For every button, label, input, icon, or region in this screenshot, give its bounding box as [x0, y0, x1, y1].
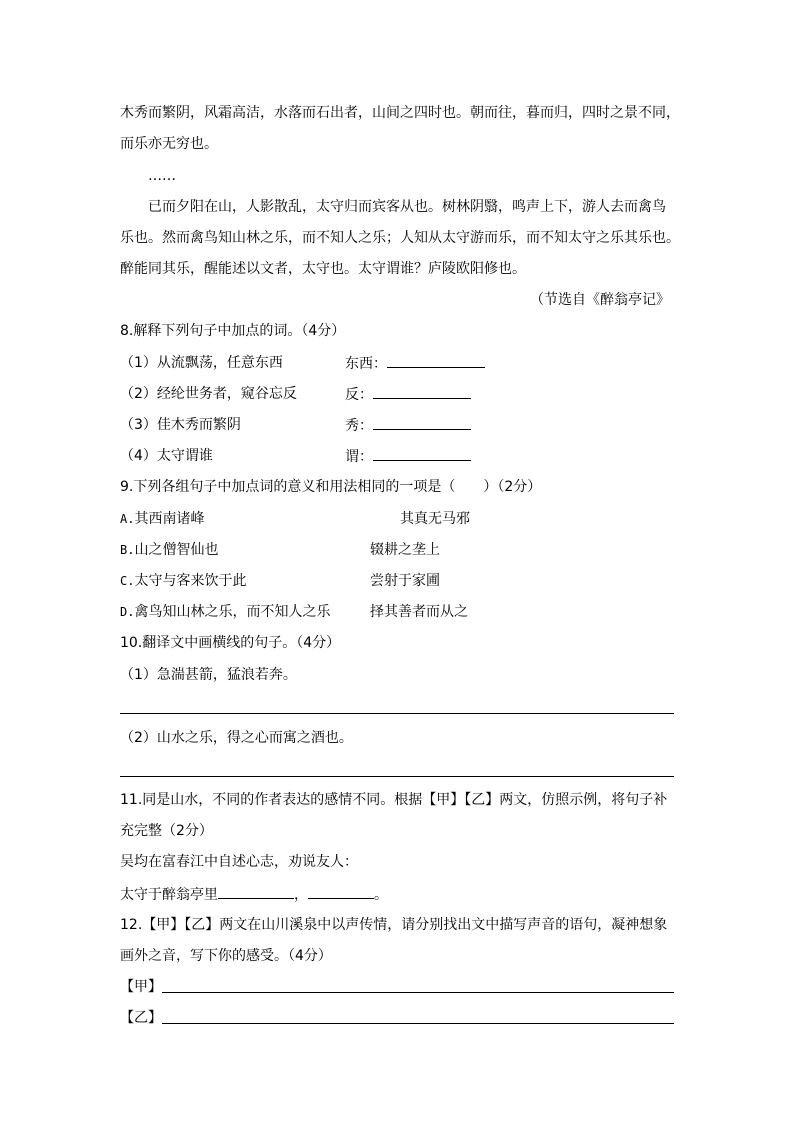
q12-answer-b-label: 【乙】 [120, 1010, 162, 1026]
q10-answer-line-2[interactable] [120, 776, 674, 777]
q9-option-a [120, 509, 204, 529]
q9-option-d [120, 602, 330, 622]
q8-item-4-sentence: （4）太守谓谁 [120, 448, 213, 464]
q8-item-4-blank[interactable] [373, 446, 471, 461]
q10-answer-line-1[interactable] [120, 713, 674, 714]
q9-option-b-right: 辍耕之垄上 [370, 542, 440, 558]
q12-answer-a-label: 【甲】 [120, 979, 162, 995]
q8-item-2-blank[interactable] [373, 384, 471, 399]
q9-option-b-label: B. [120, 543, 135, 557]
q8-title: 8.解释下列句子中加点的词。（4分） [120, 323, 346, 339]
passage-line-1: 木秀而繁阴，风霜高洁，水落而石出者，山间之四时也。朝而往，暮而归，四时之景不同， [120, 105, 680, 121]
q11-blank-2[interactable] [308, 884, 374, 899]
q8-item-3-label: 秀： [345, 418, 373, 434]
q11-title-line-2: 充完整（2分） [120, 823, 213, 839]
q8-item-2-word [345, 384, 471, 405]
q9-option-a-left: 其西南诸峰 [134, 511, 205, 527]
q10-item-2: （2）山水之乐，得之心而寓之酒也。 [120, 730, 353, 746]
q8-item-4-label: 谓： [345, 449, 373, 465]
q9-option-b-left: 山之僧智仙也 [134, 542, 219, 558]
passage-line-4: 乐也。然而禽鸟知山林之乐，而不知人之乐；人知从太守游而乐，而不知太守之乐其乐也。 [120, 230, 680, 246]
q8-item-3-blank[interactable] [373, 415, 471, 430]
passage-line-2: 而乐亦无穷也。 [120, 136, 218, 152]
q8-item-1-label: 东西： [345, 356, 387, 372]
q10-title: 10.翻译文中画横线的句子。（4分） [120, 635, 341, 651]
q12-answer-a-line[interactable] [162, 992, 674, 993]
q12-title-line-1: 12.【甲】【乙】两文在山川溪泉中以声传情，请分别找出文中描写声音的语句，凝神想象 [120, 917, 668, 933]
q8-item-3-sentence: （3）佳木秀而繁阴 [120, 417, 241, 433]
q12-title-line-2: 画外之音，写下你的感受。（4分） [120, 948, 332, 964]
q9-option-c-right: 尝射于家圃 [370, 573, 440, 589]
q11-title-line-1: 11.同是山水，不同的作者表达的感情不同。根据【甲】【乙】两文，仿照示例，将句子补 [120, 792, 668, 808]
q8-item-1-sentence: （1）从流飘荡，任意东西 [120, 355, 283, 371]
q9-option-d-right: 择其善者而从之 [370, 604, 468, 620]
q8-item-2-sentence: （2）经纶世务者，窥谷忘反 [120, 386, 297, 402]
q10-item-1: （1）急湍甚箭，猛浪若奔。 [120, 667, 297, 683]
q11-fill-end: 。 [374, 887, 388, 903]
q11-blank-1[interactable] [218, 884, 294, 899]
passage-line-5: 醉能同其乐，醒能述以文者，太守也。太守谓谁？庐陵欧阳修也。 [120, 261, 526, 277]
q9-option-c [120, 571, 246, 591]
q8-item-3-word [345, 415, 471, 436]
passage-ellipsis: …… [148, 168, 176, 184]
q11-fill-prefix: 太守于醉翁亭里 [120, 887, 218, 903]
q12-answer-b-line[interactable] [162, 1023, 674, 1024]
q9-option-d-label: D. [120, 605, 135, 619]
q8-item-2-label: 反： [345, 387, 373, 403]
q9-option-a-label: A. [120, 512, 135, 526]
q11-fill-comma: ， [294, 887, 308, 903]
q9-title: 9.下列各组句子中加点词的意义和用法相同的一项是（ ）（2分） [120, 479, 542, 495]
q9-option-c-left: 太守与客来饮于此 [134, 573, 247, 589]
q9-option-a-right: 其真无马邪 [400, 511, 470, 527]
q11-example: 吴均在富春江中自述心志，劝说友人： [120, 854, 358, 870]
passage-source: （节选自《醉翁亭记》 [530, 292, 670, 308]
q8-item-1-blank[interactable] [387, 353, 485, 368]
passage-line-3: 已而夕阳在山，人影散乱，太守归而宾客从也。树林阴翳，鸣声上下，游人去而禽鸟 [148, 199, 666, 215]
q9-option-d-left: 禽鸟知山林之乐，而不知人之乐 [134, 604, 331, 620]
q8-item-4-word [345, 446, 471, 467]
q11-fill-sentence [120, 884, 388, 905]
q9-option-c-label: C. [120, 574, 135, 588]
q8-item-1-word [345, 353, 485, 374]
q9-option-b [120, 540, 218, 560]
